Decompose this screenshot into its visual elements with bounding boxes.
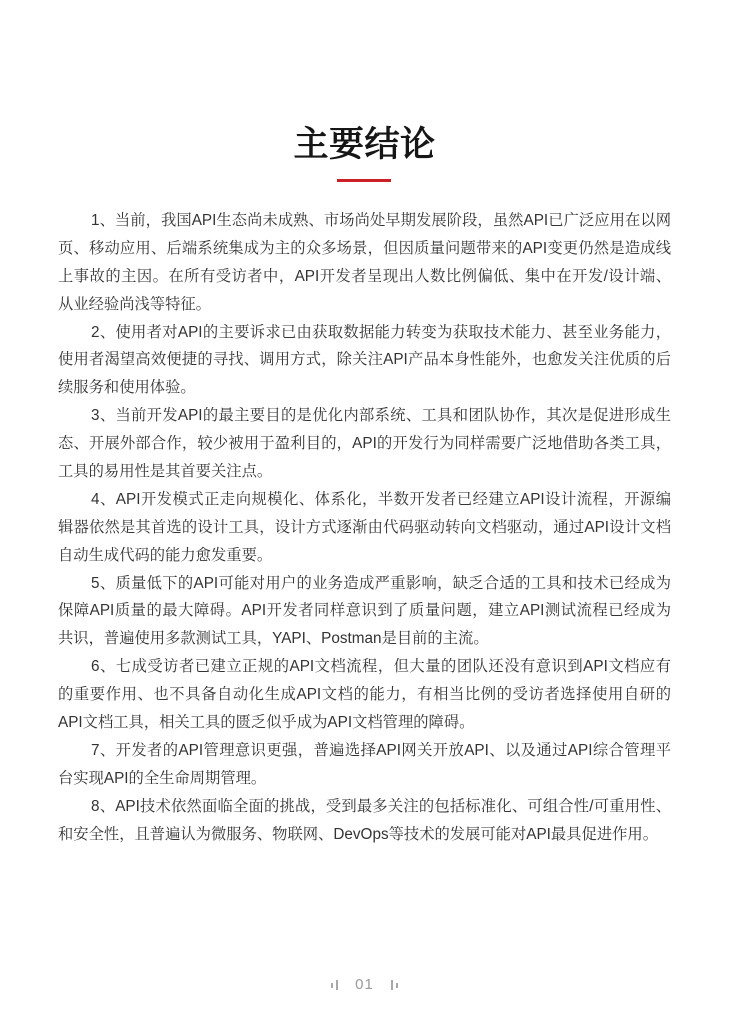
conclusion-item-4	[58, 486, 671, 570]
text-line: 续服务和使用体验。	[58, 379, 196, 397]
page-marker-right-icon	[391, 979, 398, 991]
text-line: 台实现API的全生命周期管理。	[58, 769, 267, 787]
conclusion-item-8	[58, 793, 671, 849]
text-line: 自动生成代码的能力愈发重要。	[58, 546, 273, 564]
text-line: 1、当前，我国API生态尚未成熟、市场尚处早期发展阶段，虽然API已广泛应用在以网	[91, 212, 671, 229]
conclusion-item-6	[58, 653, 671, 737]
text-line: 的重要作用、也不具备自动化生成API文档的能力，有相当比例的受访者选择使用自研的	[58, 686, 671, 704]
conclusion-item-5	[58, 570, 671, 654]
page-footer	[0, 975, 729, 995]
text-line: 5、质量低下的API可能对用户的业务造成严重影响，缺乏合适的工具和技术已经成为	[91, 574, 671, 592]
text-line: 辑器依然是其首选的设计工具，设计方式逐渐由代码驱动转向文档驱动，通过API设计文档	[58, 518, 671, 536]
conclusion-item-1	[58, 207, 671, 319]
page-number: 01	[355, 976, 374, 993]
text-line: 共识，普遍使用多款测试工具，YAPI、Postman是目前的主流。	[58, 630, 489, 648]
title-underline	[337, 179, 391, 182]
text-line: 7、开发者的API管理意识更强，普遍选择API网关开放API、以及通过API综合管理平	[91, 741, 671, 759]
text-line: 页、移动应用、后端系统集成为主的众多场景，但因质量问题带来的API变更仍然是造成线	[58, 239, 671, 257]
text-line: 2、使用者对API的主要诉求已由获取数据能力转变为获取技术能力、甚至业务能力，	[91, 323, 671, 341]
text-line: 上事故的主因。在所有受访者中，API开发者呈现出人数比例偏低、集中在开发/设计端、	[58, 267, 671, 285]
text-line: 8、API技术依然面临全面的挑战，受到最多关注的包括标准化、可组合性/可重用性、	[91, 797, 671, 815]
text-line: 工具的易用性是其首要关注点。	[58, 463, 273, 481]
conclusion-item-2	[58, 319, 671, 403]
text-line: 6、七成受访者已建立正规的API文档流程，但大量的团队还没有意识到API文档应有	[91, 658, 671, 676]
text-line: 和安全性，且普遍认为微服务、物联网、DevOps等技术的发展可能对API最具促进作用。	[58, 825, 659, 843]
text-line: 4、API开发模式正走向规模化、体系化，半数开发者已经建立API设计流程，开源编	[91, 490, 671, 508]
page-marker-left-icon	[331, 979, 338, 991]
conclusions-body	[58, 207, 671, 848]
text-line: 使用者渴望高效便捷的寻找、调用方式，除关注API产品本身性能外，也愈发关注优质的后	[58, 351, 671, 369]
text-line: 态、开展外部合作，较少被用于盈利目的，API的开发行为同样需要广泛地借助各类工具，	[58, 435, 671, 453]
text-line: 3、当前开发API的最主要目的是优化内部系统、工具和团队协作，其次是促进形成生	[91, 407, 671, 425]
page-title: 主要结论	[293, 125, 436, 164]
text-line: API文档工具，相关工具的匮乏似乎成为API文档管理的障碍。	[58, 714, 475, 732]
conclusion-item-7	[58, 737, 671, 793]
text-line: 保障API质量的最大障碍。API开发者同样意识到了质量问题，建立API测试流程已经成为	[58, 602, 671, 620]
conclusion-item-3	[58, 402, 671, 486]
text-line: 从业经验尚浅等特征。	[58, 295, 211, 313]
